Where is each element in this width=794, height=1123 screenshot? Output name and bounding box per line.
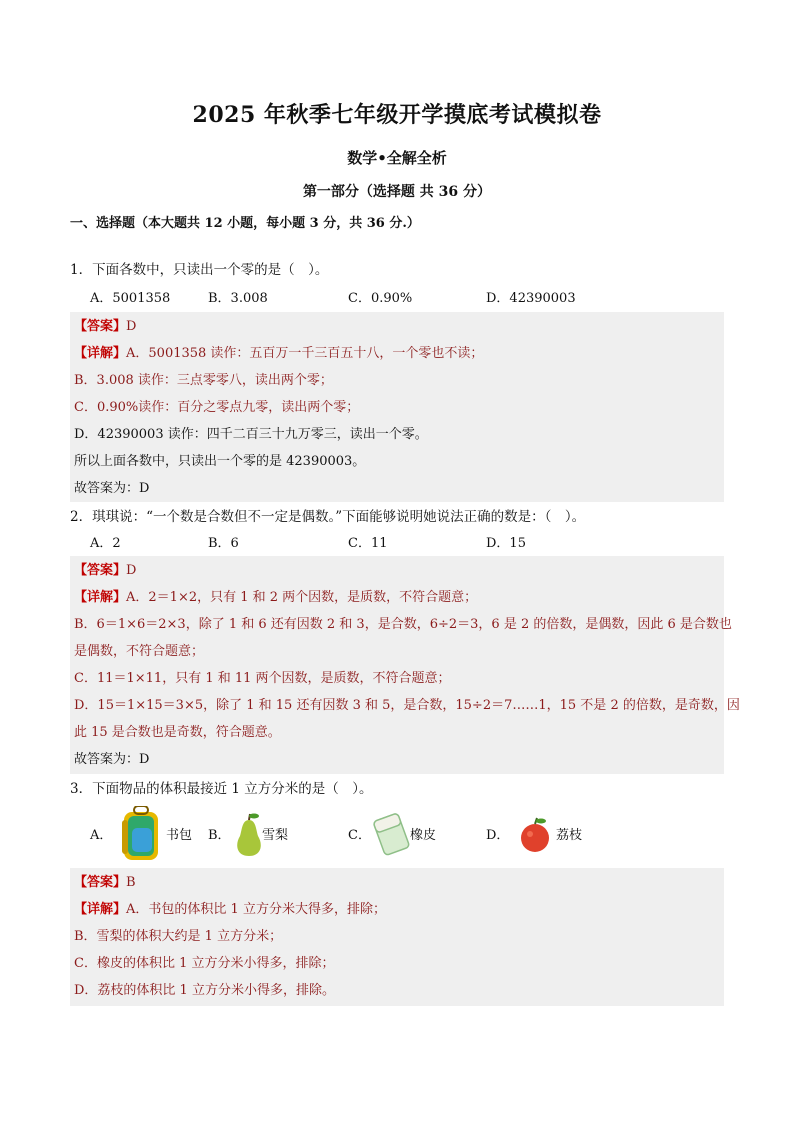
detail-line: B．6＝1×6＝2×3，除了 1 和 6 还有因数 2 和 3，是合数，6÷2＝3，6 是 2 的倍数，是偶数，因此 6 是合数也 (74, 617, 732, 632)
option-c: C．0.90% (348, 291, 413, 306)
option-c-text: 橡皮 (410, 828, 437, 843)
answer-box-2 (70, 556, 740, 774)
detail-line: 【详解】A．书包的体积比 1 立方分米大得多，排除； (74, 902, 386, 917)
detail-tag: 【详解】 (74, 902, 127, 917)
option-a: A．5001358 (90, 291, 171, 306)
backpack-icon (118, 806, 164, 862)
option-a-label: A． (90, 828, 113, 843)
question-1-options (90, 287, 730, 307)
page-title: 2025 年秋季七年级开学摸底考试模拟卷 (192, 102, 602, 128)
question-2-stem: 2．琪琪说：“一个数是合数但不一定是偶数。”下面能够说明她说法正确的数是：（ ）。 (70, 509, 586, 525)
detail-line: B．3.008 读作：三点零零八，读出两个零； (74, 373, 333, 388)
option-c-label: C． (348, 828, 371, 843)
option-b: B．3.008 (208, 291, 268, 306)
detail-line: 是偶数，不符合题意； (74, 644, 205, 659)
answer-value: B (126, 875, 136, 890)
answer-line (74, 559, 136, 578)
eraser-icon (372, 810, 412, 856)
detail-line: 【详解】A．5001358 读作：五百万一千三百五十八，一个零也不读； (74, 346, 484, 361)
option-a-text: 书包 (166, 828, 193, 843)
option-d-label: D． (486, 828, 510, 843)
detail-line: C．橡皮的体积比 1 立方分米小得多，排除； (74, 956, 335, 971)
answer-tag: 【答案】 (74, 875, 127, 890)
detail-line: C．0.90%读作：百分之零点九零，读出两个零； (74, 400, 360, 415)
section-heading: 一、选择题（本大题共 12 小题，每小题 3 分，共 36 分.） (70, 216, 420, 231)
option-d: D．42390003 (486, 291, 576, 306)
answer-tag: 【答案】 (74, 319, 127, 334)
question-3-stem: 3．下面物品的体积最接近 1 立方分米的是（ ）。 (70, 781, 373, 797)
answer-box-1 (70, 312, 724, 502)
option-b: B．6 (208, 536, 239, 551)
answer-value: D (126, 563, 137, 578)
detail-line: 【详解】A．2＝1×2，只有 1 和 2 两个因数，是质数，不符合题意； (74, 590, 478, 605)
detail-tag: 【详解】 (74, 346, 127, 361)
option-b-text: 雪梨 (262, 828, 289, 843)
option-a: A．2 (90, 536, 121, 551)
detail-line: C．11＝1×11，只有 1 和 11 两个因数，是质数，不符合题意； (74, 671, 451, 686)
page-subtitle: 数学•全解全析 (347, 149, 447, 167)
answer-tag: 【答案】 (74, 563, 127, 578)
part-heading: 第一部分（选择题 共 36 分） (302, 184, 492, 200)
question-2-options (90, 532, 730, 552)
question-3-options (90, 806, 730, 866)
detail-tag: 【详解】 (74, 590, 127, 605)
pear-icon (232, 812, 266, 858)
answer-line (74, 871, 136, 890)
answer-value: D (126, 319, 137, 334)
detail-line: B．雪梨的体积大约是 1 立方分米； (74, 929, 283, 944)
detail-line: D．荔枝的体积比 1 立方分米小得多，排除。 (74, 983, 335, 998)
option-d: D．15 (486, 536, 526, 551)
question-1-stem: 1．下面各数中，只读出一个零的是（ ）。 (70, 262, 329, 278)
option-b-label: B． (208, 828, 231, 843)
answer-line (74, 315, 136, 334)
answer-box-3 (70, 868, 724, 1006)
option-d-text: 荔枝 (556, 828, 583, 843)
detail-line: 此 15 是合数也是奇数，符合题意。 (74, 725, 281, 740)
detail-line: 故答案为：D (74, 752, 150, 767)
detail-line: 故答案为：D (74, 481, 150, 496)
option-c: C．11 (348, 536, 388, 551)
detail-line: 所以上面各数中，只读出一个零的是 42390003。 (74, 454, 366, 469)
detail-line: D．42390003 读作：四千二百三十九万零三，读出一个零。 (74, 427, 428, 442)
detail-line: D．15＝1×15＝3×5，除了 1 和 15 还有因数 3 和 5，是合数，15÷2＝7……1，15 不是 2 的倍数，是奇数，因 (74, 698, 740, 713)
lychee-icon (518, 816, 552, 854)
